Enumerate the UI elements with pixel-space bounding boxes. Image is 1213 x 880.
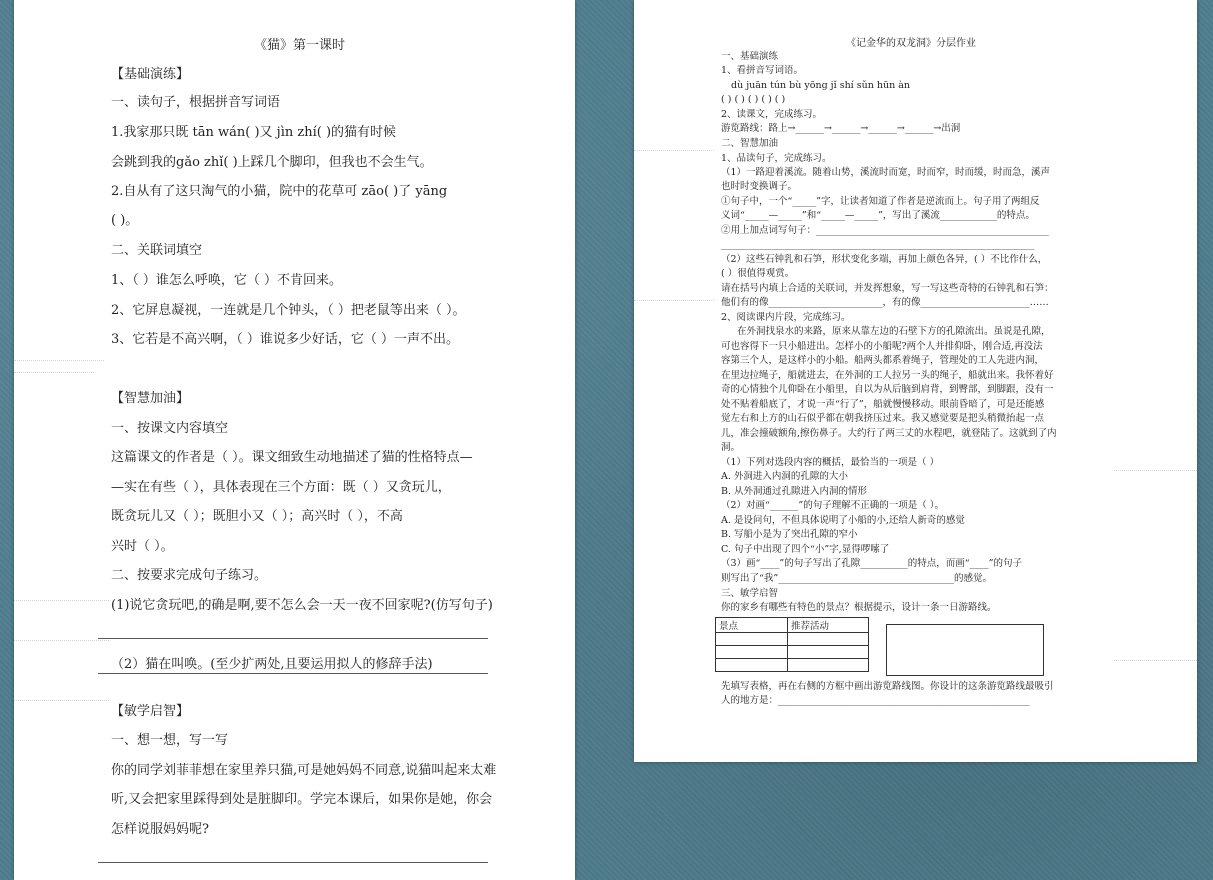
question-4-line-b: （2）猫在叫唤。(至少扩两处,且要运用拟人的修辞手法) (111, 657, 433, 672)
ending-line-2: 人的地方是：_____________________________________________________ (721, 695, 1030, 706)
question-1-line-a: 1.我家那只既 tān wán( )又 jìn zhí( )的猫有时候 (111, 125, 397, 140)
answer-line (98, 673, 488, 674)
question-4: 二、按要求完成句子练习。 (111, 568, 268, 583)
choice-1-b: B. 从外洞通过孔隙进入内洞的情形 (721, 486, 868, 497)
question-2-line-b: 2、它屏息凝视，一连就是几个钟头，（ ）把老鼠等出来（ ）。 (111, 303, 466, 318)
passage-2-d: 他们有的像________________________，有的像_______________________…… (721, 297, 1049, 308)
question-3: 一、按课文内容填空 (111, 421, 229, 436)
passage-1-c: ①句子中，一个“_____”字，让读者知道了作者是逆流而上。句子用了两组反 (721, 196, 1040, 207)
question-3-line-d: 兴时（ ）。 (111, 539, 174, 554)
left-worksheet (14, 0, 575, 880)
ending-line-1: 先填写表格，再在右侧的方框中画出游览路线图。你设计的这条游览路线最吸引 (721, 681, 1054, 692)
question-2: 2、读课文，完成练习。 (721, 109, 823, 120)
reading-line-8: 儿，准会撞破额角,擦伤鼻子。大约行了两三丈的水程吧，就登陆了。这就到了内 (721, 428, 1057, 439)
table-cell[interactable] (788, 633, 869, 646)
answer-line (98, 638, 488, 639)
question-3-line-a: 这篇课文的作者是（ ）。课文细致生动地描述了猫的性格特点— (111, 450, 473, 465)
route-drawing-box[interactable] (886, 624, 1044, 676)
section-basic: 一、基础演练 (721, 51, 779, 62)
passage-1-a: （1）一路迎着溪流。随着山势，溪流时而宽，时而窄，时而缓，时而急，溪声 (721, 167, 1051, 178)
choice-2-c: C. 句子中出现了四个“小”字,显得啰嗦了 (721, 544, 890, 555)
reading-line-4: 在里边拉绳子，船就进去，在外洞的工人拉另一头的绳子，船就出来。我怀着好 (721, 370, 1054, 381)
answer-line (98, 862, 488, 863)
table-cell[interactable] (788, 646, 869, 659)
question-1: 一、读句子，根据拼音写词语 (111, 95, 281, 110)
question-1-line-d: ( )。 (111, 213, 139, 228)
choice-2-b: B. 写船小是为了突出孔隙的窄小 (721, 529, 858, 540)
route-line: 游览路线：路上→______→______→______→______→出洞 (721, 123, 961, 134)
question-2: 二、关联词填空 (111, 243, 203, 258)
question-1-line-c: 2.自从有了这只淘气的小猫，院中的花草可 zāo( )了 yāng (111, 184, 448, 199)
choice-1-a: A. 外洞进入内洞的孔隙的大小 (721, 471, 848, 482)
reading-line-1: 在外洞找泉水的来路，原来从靠左边的石壁下方的孔隙流出。虽说是孔隙， (737, 326, 1051, 337)
question-3-line-b: —实在有些（ ），具体表现在三个方面：既（ ）又贪玩儿， (111, 480, 451, 495)
question-5: 一、想一想，写一写 (111, 733, 229, 748)
passage-1-b: 也时时变换调子。 (721, 181, 798, 192)
question-1-line-b: 会跳到我的gǎo zhǐ( )上踩几个脚印，但我也不会生气。 (111, 155, 433, 170)
passage-1-f: __________________________________________________________________ (721, 239, 1035, 250)
question-4-line-a: (1)说它贪玩吧,的确是啊,要不怎么会一天一夜不回家呢?(仿写句子) (111, 598, 493, 613)
bracket-row: ( ) ( ) ( ) ( ) ( ) (721, 94, 786, 105)
table-cell[interactable] (716, 646, 788, 659)
question-5-line-c: 怎样说服妈妈呢? (111, 822, 209, 837)
section-learning: 三、敏学启智 (721, 588, 779, 599)
passage-2-b: ( ）很值得观赏。 (721, 268, 795, 279)
table-header-spot: 景点 (716, 618, 788, 633)
passage-1-d: 义词“_____—_____”和“_____—_____”，写出了溪流____________的特点。 (721, 210, 1035, 221)
choice-3-b: 则写出了“我”_____________________________________的感觉。 (721, 573, 992, 584)
section-basic: 【基础演练】 (111, 67, 190, 82)
reading-line-7: 觉左右和上方的山石似乎都在朝我挤压过来。我又感觉要是把头稍微抬起一点 (721, 413, 1045, 424)
route-table (715, 617, 869, 672)
reading-line-2: 可也容得下一只小船进出。怎样小的小船呢?两个人并排仰卧，刚合适,再没法 (721, 341, 1043, 352)
right-worksheet (634, 0, 1197, 762)
choice-2: （2）对画“______”的句子理解不正确的一项是（ ）。 (721, 500, 945, 511)
section-learning: 【敏学启智】 (111, 704, 190, 719)
choice-2-a: A. 是设问句，不但具体说明了小船的小,还给人新奇的感觉 (721, 515, 965, 526)
question-2-line-c: 3、它若是不高兴啊，（ ）谁说多少好话，它（ ）一声不出。 (111, 332, 460, 347)
pinyin-row: dù juān tún bù yōng jǐ shí sǔn hūn àn (731, 80, 911, 91)
question-2-line-a: 1、（ ）谁怎么呼唤，它（ ）不肯回来。 (111, 273, 343, 288)
passage-2-c: 请在括号内填上合适的关联词，并发挥想象，写一写这些奇特的石钟乳和石笋： (721, 283, 1054, 294)
question-5-line-b: 听,又会把家里踩得到处是脏脚印。学完本课后，如果你是她，你会 (111, 792, 493, 807)
table-header-activity: 推荐活动 (788, 618, 869, 633)
table-cell[interactable] (716, 659, 788, 672)
table-cell[interactable] (716, 633, 788, 646)
passage-2-a: （2）这些石钟乳和石笋，形状变化多端，再加上颜色各异，( ）不比作什么， (721, 254, 1048, 265)
worksheet-title: 《猫》第一课时 (254, 38, 346, 53)
table-cell[interactable] (788, 659, 869, 672)
question-2-1: 1、品读句子，完成练习。 (721, 153, 832, 164)
reading-line-3: 容第三个人，是这样小的小船。船两头都系着绳子，管理处的工人先进内洞， (721, 355, 1045, 366)
question-3-line-c: 既贪玩儿又（ ）；既胆小又（ ）；高兴时（ ），不高 (111, 509, 403, 524)
section-wisdom: 【智慧加油】 (111, 391, 190, 406)
worksheet-title: 《记金华的双龙洞》分层作业 (846, 38, 976, 49)
section-wisdom: 二、智慧加油 (721, 138, 779, 149)
question-1: 1、看拼音写词语。 (721, 65, 804, 76)
reading-line-6: 处不贴着船底了，才说一声“行了”，船就慢慢移动。眼前昏暗了，可是还能感 (721, 399, 1045, 410)
section-3-prompt: 你的家乡有哪些有特色的景点？根据提示，设计一条一日游路线。 (721, 602, 997, 613)
reading-line-5: 奇的心情独个儿仰卧在小船里，自以为从后脑到肩背，到臀部，到脚跟，没有一 (721, 384, 1054, 395)
reading-line-9: 洞。 (721, 442, 741, 453)
question-5-line-a: 你的同学刘菲菲想在家里养只猫,可是她妈妈不同意,说猫叫起来太难 (111, 763, 497, 778)
question-2-2: 2、阅读课内片段，完成练习。 (721, 312, 851, 323)
choice-3-a: （3）画“____”的句子写出了孔隙__________的特点，而画“____”的句子 (721, 558, 1022, 569)
passage-1-e: ②用上加点词写句子：_________________________________________________ (721, 225, 1049, 236)
choice-1: （1）下列对选段内容的概括，最恰当的一项是（ ） (721, 457, 940, 468)
